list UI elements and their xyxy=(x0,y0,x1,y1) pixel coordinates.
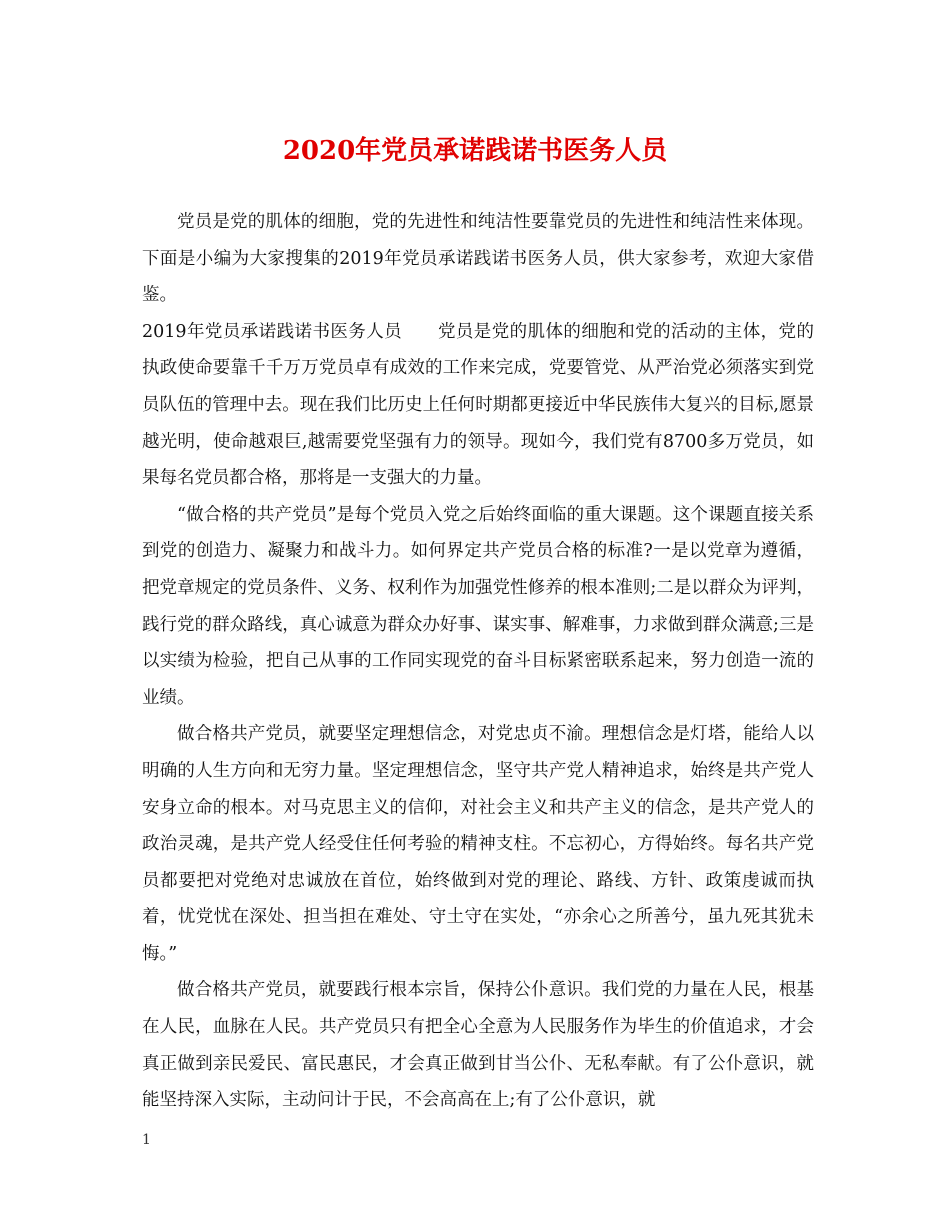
paragraph: 党员是党的肌体的细胞，党的先进性和纯洁性要靠党员的先进性和纯洁性来体现。下面是小编为大家搜集的2019年党员承诺践诺书医务人员，供大家参考，欢迎大家借鉴。 xyxy=(142,212,814,306)
paragraph: 做合格共产党员，就要践行根本宗旨，保持公仆意识。我们党的力量在人民，根基在人民，血脉在人民。共产党员只有把全心全意为人民服务作为毕生的价值追求，才会真正做到亲民爱民、富民惠民，才会真正做到甘当公仆、无私奉献。有了公仆意识，就能坚持深入实际，主动问计于民，不会高高在上;有了公仆意识，就 xyxy=(142,980,814,1111)
paragraph: 做合格共产党员，就要坚定理想信念，对党忠贞不渝。理想信念是灯塔，能给人以明确的人生方向和无穷力量。坚定理想信念，坚守共产党人精神追求，始终是共产党人安身立命的根本。对马克思主义的信仰，对社会主义和共产主义的信念，是共产党人的政治灵魂，是共产党人经受住任何考验的精神支柱。不忘初心，方得始终。每名共产党员都要把对党绝对忠诚放在首位，始终做到对党的理论、路线、方针、政策虔诚而执着，忧党忧在深处、担当担在难处、守土守在实处，“亦余心之所善兮，虽九死其犹未悔。” xyxy=(142,724,814,964)
page-number: 1 xyxy=(142,1132,151,1148)
paragraph: “做合格的共产党员”是每个党员入党之后始终面临的重大课题。这个课题直接关系到党的创造力、凝聚力和战斗力。如何界定共产党员合格的标准?一是以党章为遵循，把党章规定的党员条件、义务、权利作为加强党性修养的根本准则;二是以群众为评判，践行党的群众路线，真心诚意为群众办好事、谋实事、解难事，力求做到群众满意;三是以实绩为检验，把自己从事的工作同实现党的奋斗目标紧密联系起来，努力创造一流的业绩。 xyxy=(142,504,814,708)
document-body xyxy=(142,204,814,1119)
document-title: 2020年党员承诺践诺书医务人员 xyxy=(282,136,668,166)
paragraph: 2019年党员承诺践诺书医务人员 党员是党的肌体的细胞和党的活动的主体，党的执政使命要靠千千万万党员卓有成效的工作来完成，党要管党、从严治党必须落实到党员队伍的管理中去。现在我们比历史上任何时期都更接近中华民族伟大复兴的目标,愿景越光明，使命越艰巨,越需要党坚强有力的领导。现如今，我们党有8700多万党员，如果每名党员都合格，那将是一支强大的力量。 xyxy=(142,321,814,489)
